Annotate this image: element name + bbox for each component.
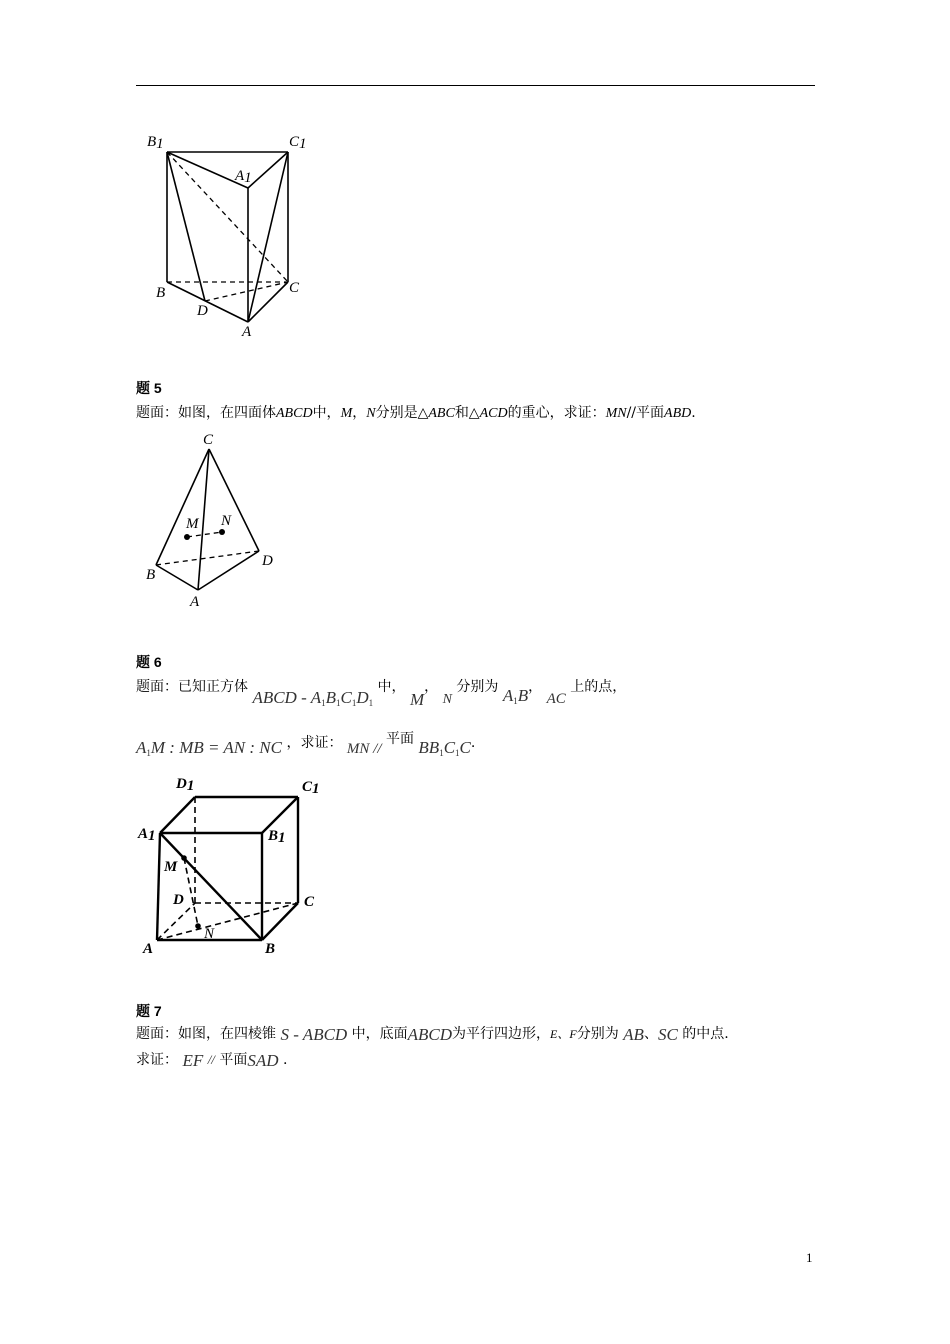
label-b: B [146,567,156,583]
label-c: C [304,894,315,910]
label-d: D [197,303,208,319]
problem6-statement-line2: A1M : MB = AN : NC ，求证： MN // 平面 BB1C1C. [136,731,476,758]
label-a: A [190,594,200,610]
problem5-statement: 题面：如图，在四面体ABCD中，M，N分别是△ABC和△ACD的重心，求证：MN//平面ABD. [136,405,696,421]
page-number: 1 [806,1250,813,1265]
problem7-statement-line2: 求证： EF // 平面SAD . [136,1051,288,1070]
label-m: M [164,859,178,875]
problem6-heading: 题 6 [136,654,162,670]
label-c: C [289,280,300,296]
label-c: C [203,432,214,448]
label-a1: A1 [235,168,252,186]
label-a1: A1 [138,826,156,844]
label-m: M [186,516,199,532]
problem7-heading: 题 7 [136,1003,162,1019]
label-n: N [221,513,232,529]
label-d: D [262,553,273,569]
label-d: D [173,892,184,908]
problem5-heading: 题 5 [136,380,162,396]
header-rule [136,85,815,86]
label-c1: C1 [289,134,307,152]
label-b: B [265,941,276,957]
prism-figure [130,125,320,345]
label-a: A [143,941,154,957]
tetrahedron-figure [140,428,280,613]
problem6-statement-line1: 题面：已知正方体 ABCD - A1B1C1D1 中， M， N 分别为 A1B， AC 上的点， [136,679,627,709]
label-b1: B1 [147,134,164,152]
problem7-statement-line1: 题面：如图，在四棱锥 S - ABCD 中，底面ABCD为平行四边形，E、F分别为 AB、SC 的中点. [136,1025,729,1044]
label-b: B [156,285,166,301]
label-d1: D1 [176,776,195,794]
cube-figure [130,768,330,963]
label-a: A [242,324,252,340]
label-b1: B1 [268,828,286,846]
label-c1: C1 [302,779,320,797]
label-n: N [204,926,215,942]
